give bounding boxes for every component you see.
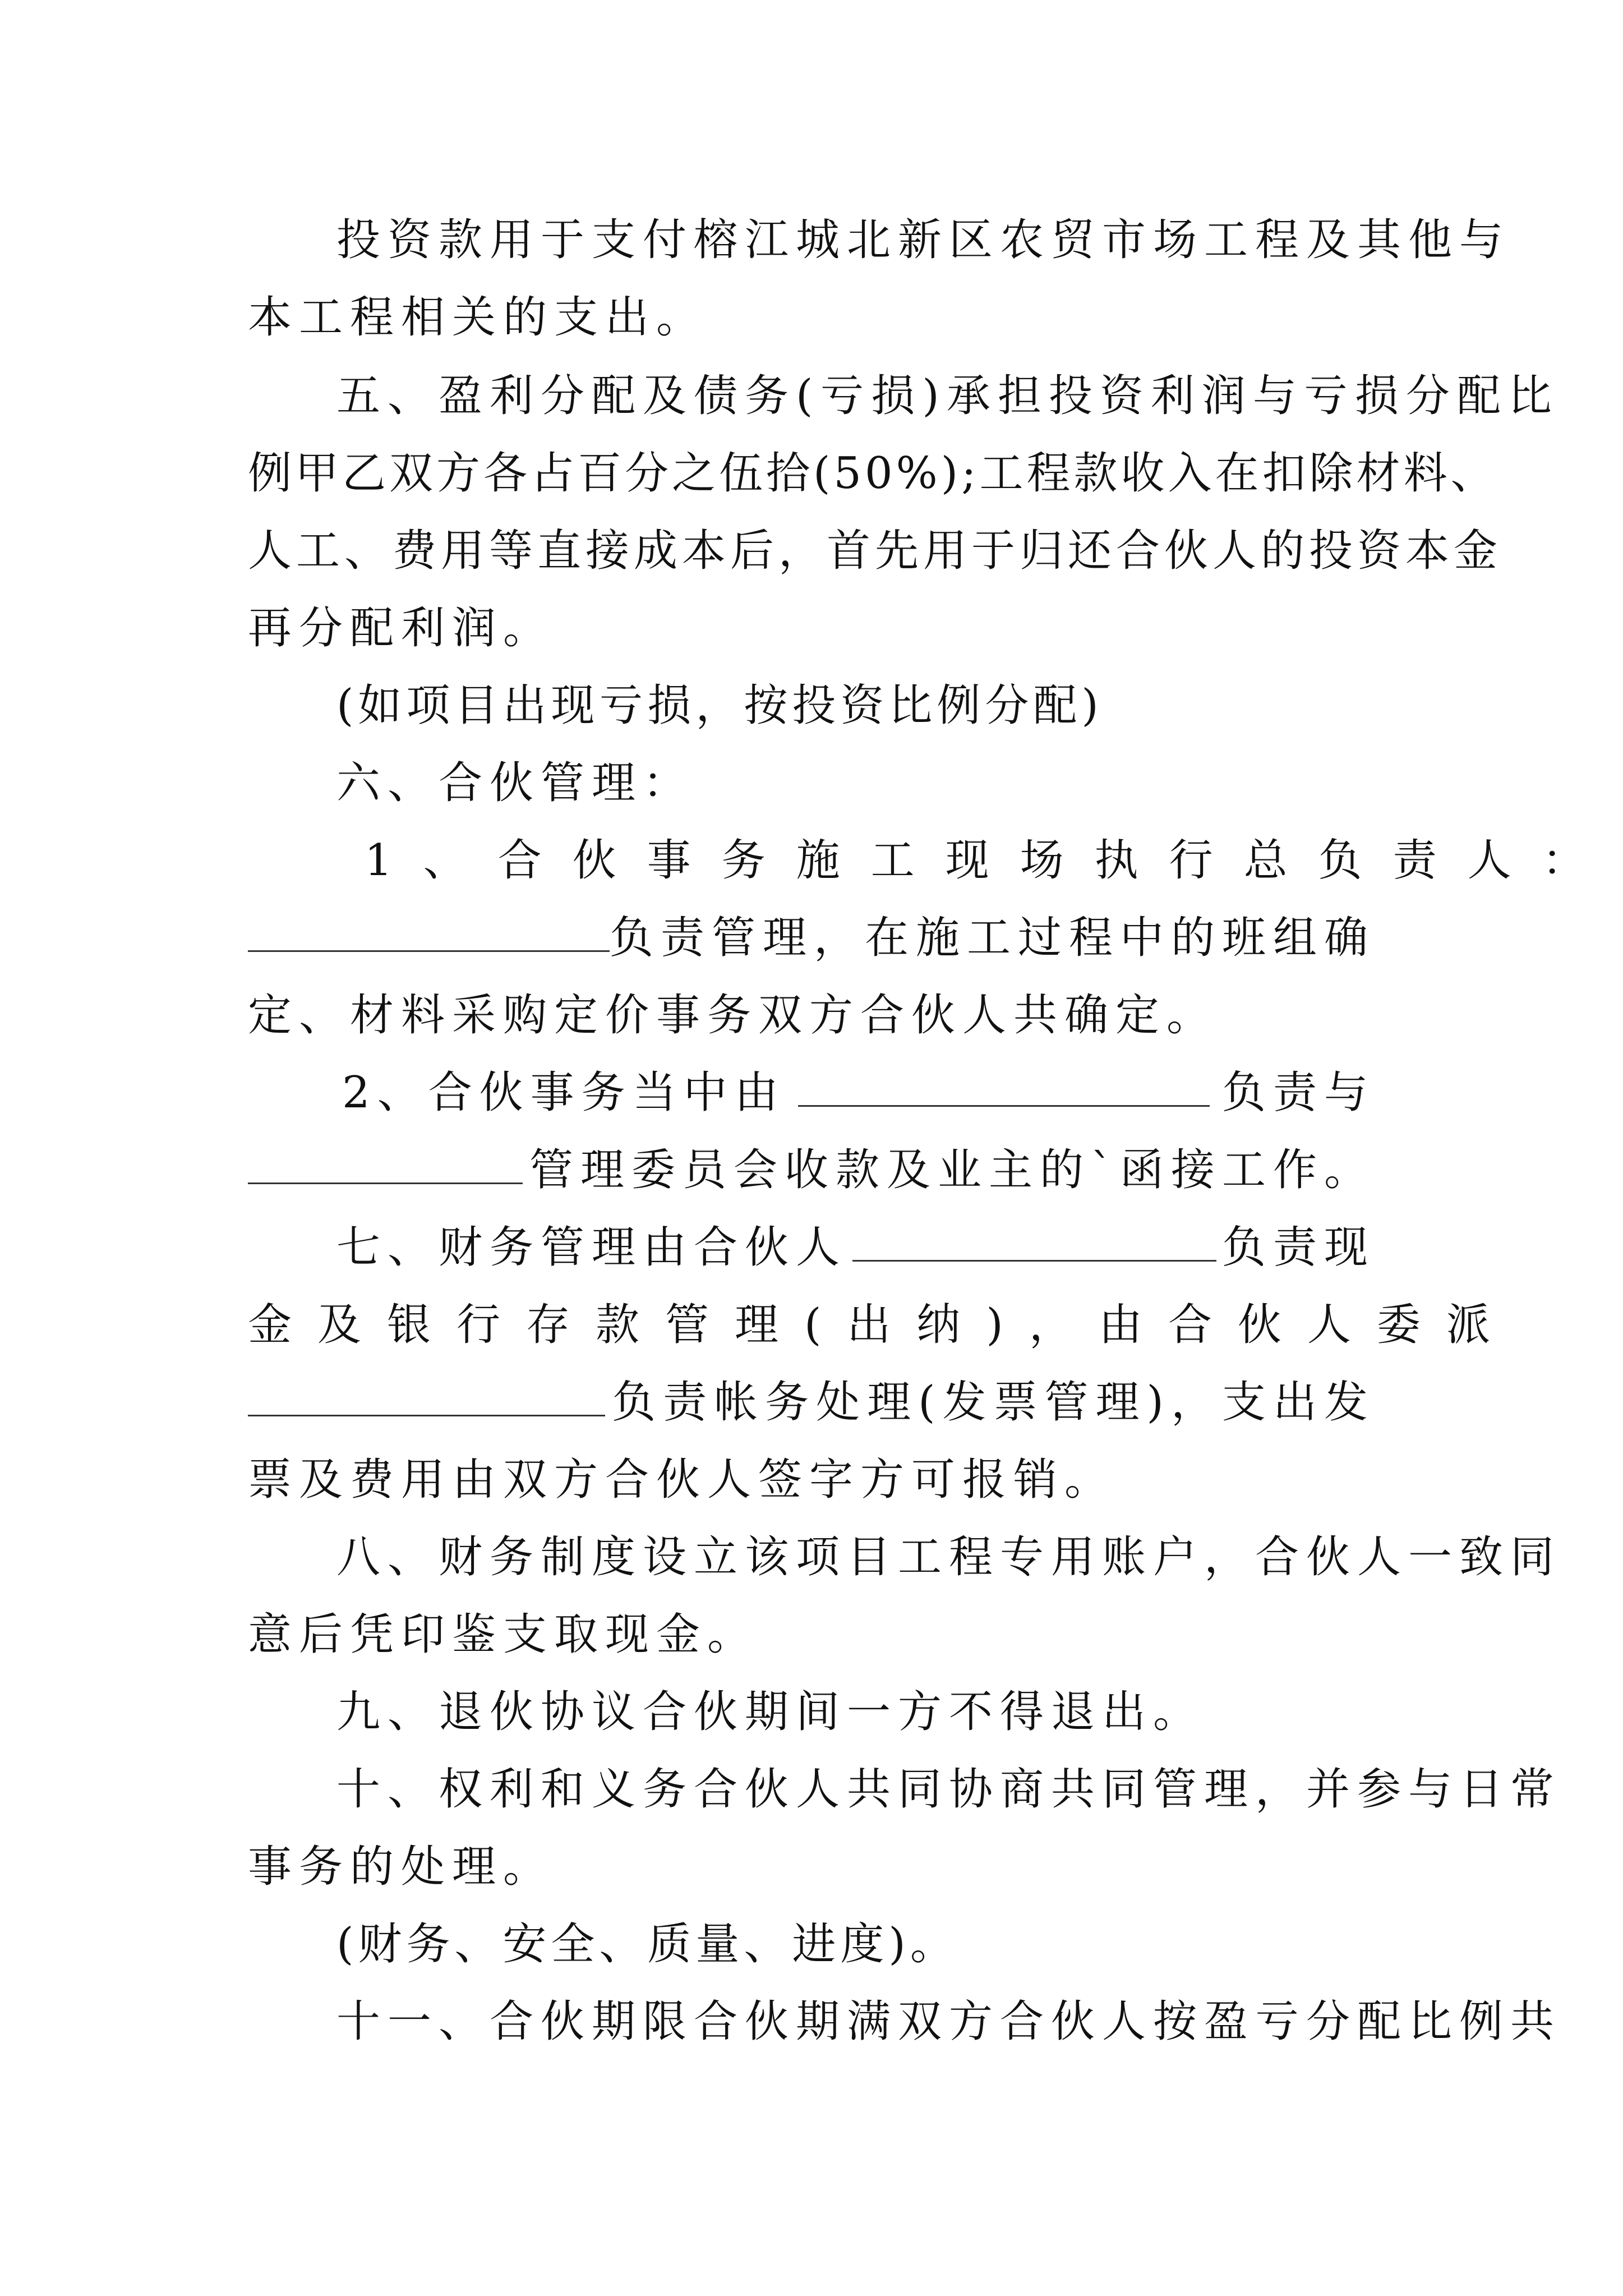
section-six-heading: 六、合伙管理： [336,758,694,808]
section-eleven-heading: 十一、合伙期限合伙期满双方合伙人按盈亏分配比例共 [336,1996,1562,2047]
paragraph-line: 事务的处理。 [248,1842,555,1892]
clause-text: 负责现 [1221,1222,1375,1273]
section-seven-heading [336,1208,1375,1287]
section-nine-heading: 九、退伙协议合伙期间一方不得退出。 [336,1687,1205,1737]
clause-text: 管理委员会收款及业主的`函接工作。 [529,1145,1375,1195]
section-five-heading: 五、盈利分配及债务(亏损)承担投资利润与亏损分配比 [336,371,1559,421]
clause-text: 2、合伙事务当中由 [342,1068,786,1118]
paragraph-line: 例甲乙双方各占百分之伍拾(50%);工程款收入在扣除材料、 [248,448,1498,499]
paragraph-line: 本工程相关的支出。 [248,292,708,343]
fill-in-blank [852,1208,1216,1262]
clause-line [248,1131,1375,1209]
paragraph-line: 定、材料采购定价事务双方合伙人共确定。 [248,990,1218,1041]
clause-six-two [342,1053,1375,1132]
paragraph-line: 意后凭印鉴支取现金。 [248,1609,759,1660]
clause-text: 负责帐务处理(发票管理)，支出发 [612,1377,1375,1428]
section-eight-heading: 八、财务制度设立该项目工程专用账户，合伙人一致同 [336,1532,1562,1582]
fill-in-blank [248,899,610,952]
clause-text: 负责管理，在施工过程中的班组确 [609,913,1375,963]
paragraph-line: 再分配利润。 [248,603,555,654]
paragraph-line: (财务、安全、质量、进度)。 [336,1919,958,1970]
fill-in-blank [248,1131,523,1184]
section-ten-heading: 十、权利和义务合伙人共同协商共同管理，并参与日常 [336,1764,1562,1815]
clause-text: 七、财务管理由合伙人 [336,1222,847,1273]
paragraph-line: 投资款用于支付榕江城北新区农贸市场工程及其他与 [336,215,1511,265]
paragraph-line: (如项目出现亏损，按投资比例分配) [336,680,1103,731]
clause-six-one: 1、合伙事务施工现场执行总负责人： [365,835,1617,886]
paragraph-line: 金及银行存款管理(出纳)，由合伙人委派 [248,1300,1516,1350]
clause-line [248,1363,1375,1442]
clause-text: 负责与 [1221,1068,1375,1118]
fill-in-blank [798,1053,1210,1107]
clause-line [248,899,1375,977]
paragraph-line: 票及费用由双方合伙人签字方可报销。 [248,1455,1116,1505]
fill-in-blank [248,1363,605,1416]
paragraph-line: 人工、费用等直接成本后，首先用于归还合伙人的投资本金 [248,526,1502,576]
